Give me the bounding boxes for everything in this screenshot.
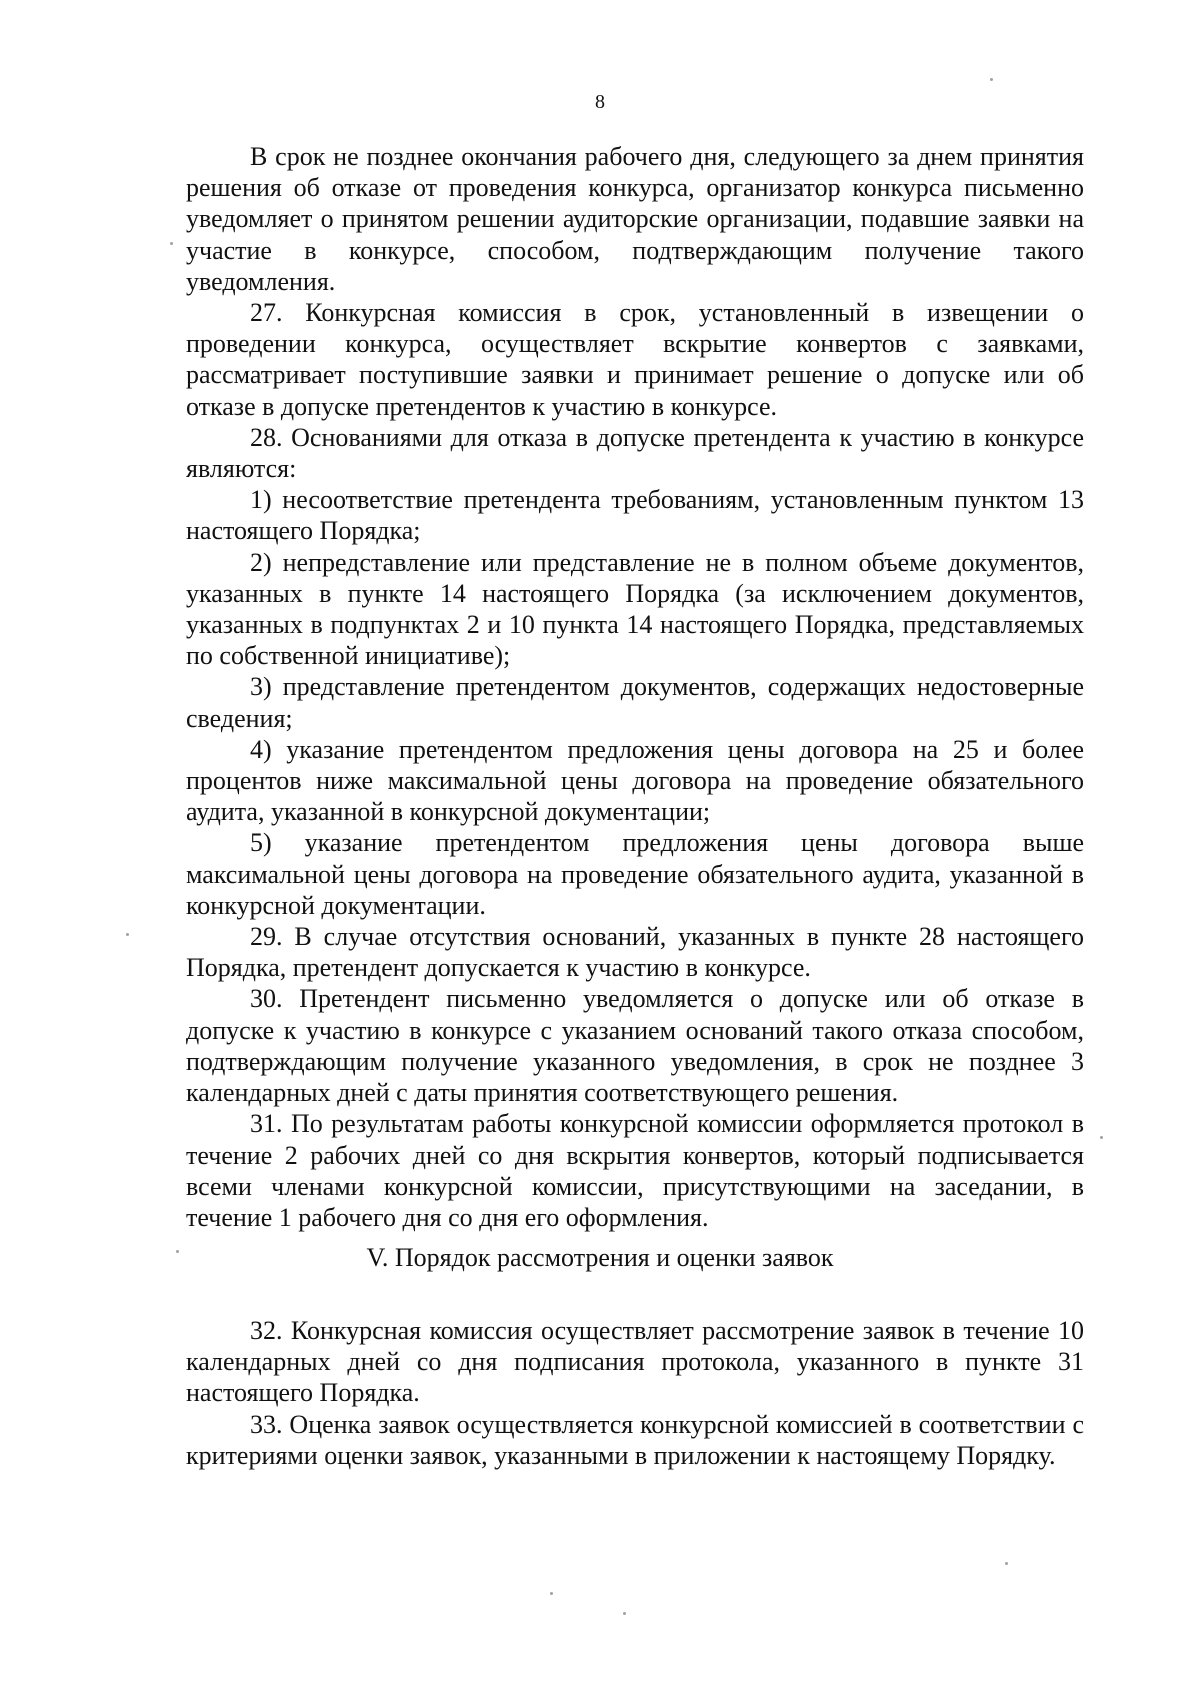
scan-speck bbox=[1005, 1562, 1008, 1565]
page-number: 8 bbox=[595, 91, 605, 113]
paragraph-28-item-3: 3) представление претендентом документов, содержащих недостоверные сведения; bbox=[186, 672, 1084, 733]
scan-speck bbox=[170, 242, 173, 245]
paragraph-28-item-5: 5) указание претендентом предложения цены договора выше максимальной цены договора на проведение обязательного аудита, указанной в конкурсной документации. bbox=[186, 828, 1084, 920]
paragraph-intro: В срок не позднее окончания рабочего дня, следующего за днем принятия решения об отказе от проведения конкурса, организатор конкурса письменно уведомляет о принятом решении аудиторские организации, подавшие заявки на участие в конкурсе, способом, подтверждающим получение такого уведомления. bbox=[186, 142, 1084, 296]
scan-speck bbox=[550, 1592, 553, 1595]
scan-speck bbox=[176, 1250, 179, 1253]
paragraph-29: 29. В случае отсутствия оснований, указанных в пункте 28 настоящего Порядка, претендент допускается к участию в конкурсе. bbox=[186, 922, 1084, 983]
scan-speck bbox=[126, 933, 129, 936]
paragraph-31: 31. По результатам работы конкурсной комиссии оформляется протокол в течение 2 рабочих дней со дня вскрытия конвертов, который подписывается всеми членами конкурсной комиссии, присутствующими на заседании, в течение 1 рабочего дня со дня его оформления. bbox=[186, 1109, 1084, 1232]
paragraph-28-item-4: 4) указание претендентом предложения цены договора на 25 и более процентов ниже максимальной цены договора на проведение обязательного аудита, указанной в конкурсной документации; bbox=[186, 734, 1084, 827]
paragraph-33: 33. Оценка заявок осуществляется конкурсной комиссией в соответствии с критериями оценки заявок, указанными в приложении к настоящему Порядку. bbox=[186, 1409, 1084, 1470]
paragraph-28-item-1: 1) несоответствие претендента требованиям, установленным пунктом 13 настоящего Порядка; bbox=[186, 485, 1084, 546]
paragraph-32: 32. Конкурсная комиссия осуществляет рассмотрение заявок в течение 10 календарных дней со дня подписания протокола, указанного в пункте 31 настоящего Порядка. bbox=[186, 1316, 1084, 1408]
scan-speck bbox=[1100, 1136, 1103, 1139]
scan-speck bbox=[623, 1612, 626, 1615]
paragraph-28-item-2: 2) непредставление или представление не в полном объеме документов, указанных в пункте 14 настоящего Порядка (за исключением документов, указанных в подпунктах 2 и 10 пункта 14 настоящего Порядка, представляемых по собственной инициативе); bbox=[186, 547, 1084, 671]
scan-speck bbox=[990, 78, 993, 81]
paragraph-30: 30. Претендент письменно уведомляется о допуске или об отказе в допуске к участию в конкурсе с указанием оснований такого отказа способом, подтверждающим получение указанного уведомления, в срок не позднее 3 календарных дней с даты принятия соответствующего решения. bbox=[186, 984, 1084, 1108]
paragraph-28: 28. Основаниями для отказа в допуске претендента к участию в конкурсе являются: bbox=[186, 422, 1084, 484]
paragraph-27: 27. Конкурсная комиссия в срок, установленный в извещении о проведении конкурса, осуществляет вскрытие конвертов с заявками, рассматривает поступившие заявки и принимает решение о допуске или об отказе в допуске претендентов к участию в конкурсе. bbox=[186, 298, 1084, 421]
body-text-top bbox=[186, 141, 1084, 1233]
body-text-bottom bbox=[186, 1315, 1084, 1471]
section-heading: V. Порядок рассмотрения и оценки заявок bbox=[366, 1243, 834, 1272]
